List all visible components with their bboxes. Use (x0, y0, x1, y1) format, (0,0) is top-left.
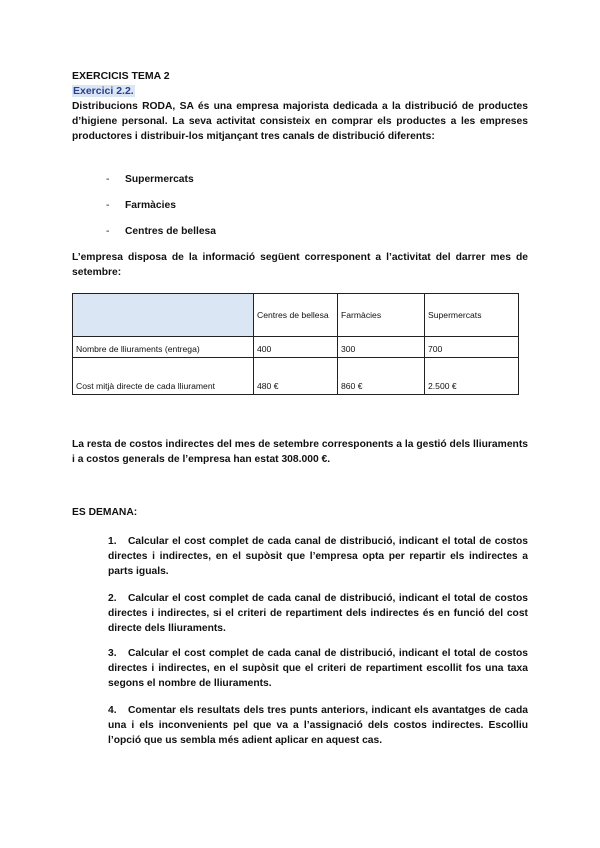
bullet-dash: - (106, 174, 110, 185)
question-number: 1. (108, 536, 117, 547)
question-text: Calcular el cost complet de cada canal de distribució, indicant el total de costos directes i indirectes, en el supòsit que el criteri de repartiment escollit fos una taxa segons el nombre de lliuraments. (108, 648, 528, 689)
question-text: Calcular el cost complet de cada canal de distribució, indicant el total de costos directes i indirectes, si el criteri de repartiment dels indirectes és en funció del cost directe dels lliuraments. (108, 593, 528, 634)
table-cell: Cost mitjà directe de cada lliurament (73, 358, 254, 395)
question-number: 3. (108, 648, 117, 659)
exercise-subtitle: Exercici 2.2. (73, 85, 134, 97)
table-cell: 860 € (338, 358, 425, 395)
section-heading: ES DEMANA: (72, 507, 138, 518)
list-item (106, 224, 216, 250)
document-title: EXERCICIS TEMA 2 (72, 70, 170, 82)
table-cell: 300 (338, 337, 425, 358)
question-text: Comentar els resultats dels tres punts anteriors, indicant els avantatges de cada una i els inconvenients pel que va a l’assignació dels costos indirectes. Escolliu l’opció que us sembla més adient aplicar en aquest cas. (108, 705, 528, 746)
table-cell: 480 € (254, 358, 338, 395)
table-header-cell: Supermercats (425, 294, 519, 337)
table-cell: 400 (254, 337, 338, 358)
info-paragraph: L’empresa disposa de la informació següent corresponent a l’activitat del darrer mes de setembre: (72, 252, 528, 278)
indirect-costs-paragraph: La resta de costos indirectes del mes de setembre corresponents a la gestió dels lliuraments i a costos generals de l’empresa han estat 308.000 €. (72, 439, 528, 465)
table-row (73, 337, 519, 358)
bullet-dash: - (106, 226, 110, 237)
table-cell: 700 (425, 337, 519, 358)
channel-list (106, 172, 216, 250)
channel-label: Farmàcies (125, 200, 176, 211)
table-header-cell: Centres de bellesa (254, 294, 338, 337)
question-number: 2. (108, 593, 117, 604)
question-number: 4. (108, 705, 117, 716)
list-item (106, 198, 216, 224)
table-cell: Nombre de lliuraments (entrega) (73, 337, 254, 358)
table-header-row (73, 294, 519, 337)
question-1 (108, 534, 528, 579)
data-table (72, 293, 519, 395)
question-2 (108, 591, 528, 636)
table-header-cell (73, 294, 254, 337)
question-4 (108, 703, 528, 748)
intro-paragraph: Distribucions RODA, SA és una empresa majorista dedicada a la distribució de productes d’higiene personal. La seva activitat consisteix en comprar els productes a les empreses productores i distribuir-los mitjançant tres canals de distribució diferents: (72, 101, 528, 142)
channel-label: Supermercats (125, 174, 194, 185)
table-cell: 2.500 € (425, 358, 519, 395)
table-row (73, 358, 519, 395)
bullet-dash: - (106, 200, 110, 211)
question-3 (108, 646, 528, 691)
list-item (106, 172, 216, 198)
channel-label: Centres de bellesa (125, 226, 216, 237)
question-text: Calcular el cost complet de cada canal de distribució, indicant el total de costos directes i indirectes, en el supòsit que l’empresa opta per repartir els indirectes a parts iguals. (108, 536, 528, 577)
table-header-cell: Farmàcies (338, 294, 425, 337)
